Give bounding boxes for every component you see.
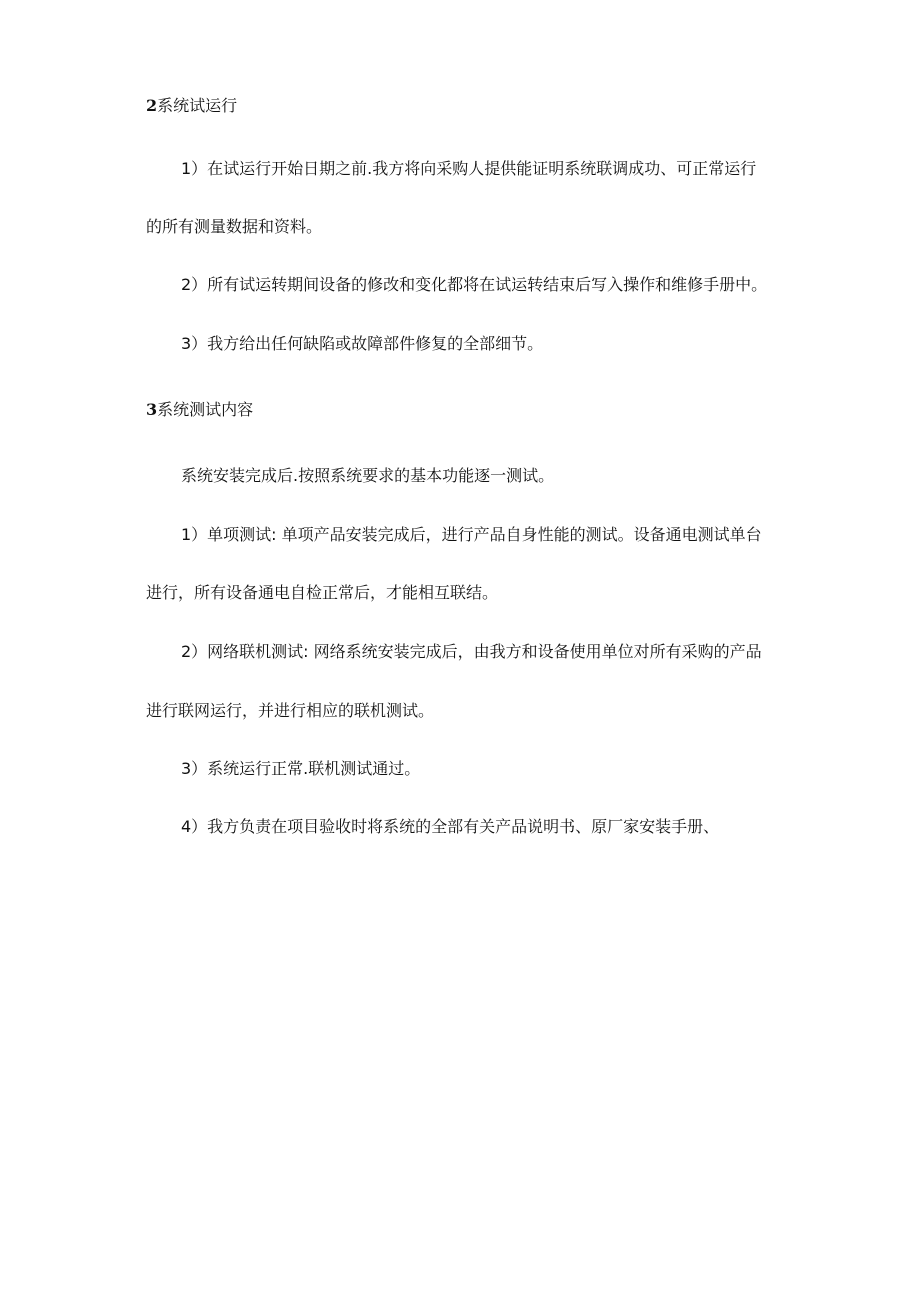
paragraph-line: 进行，所有设备通电自检正常后，才能相互联结。 [146, 583, 499, 602]
paragraph-line: 3）系统运行正常.联机测试通过。 [181, 759, 421, 778]
section-title: 系统试运行 [157, 96, 238, 115]
section-title: 系统测试内容 [157, 400, 254, 419]
paragraph-line: 的所有测量数据和资料。 [146, 217, 323, 236]
section-number: 3 [146, 400, 158, 419]
paragraph-line: 1）在试运行开始日期之前.我方将向采购人提供能证明系统联调成功、可正常运行 [181, 159, 757, 178]
paragraph-line: 2）网络联机测试: 网络系统安装完成后，由我方和设备使用单位对所有采购的产品 [181, 642, 762, 661]
paragraph-line: 进行联网运行，并进行相应的联机测试。 [146, 701, 435, 720]
section-heading [146, 399, 806, 421]
section-number: 2 [146, 96, 158, 115]
paragraph-line: 4）我方负责在项目验收时将系统的全部有关产品说明书、原厂家安装手册、 [181, 817, 720, 836]
paragraph-line: 1）单项测试: 单项产品安装完成后，进行产品自身性能的测试。设备通电测试单台 [181, 525, 762, 544]
section-heading [146, 95, 806, 117]
paragraph-line: 3）我方给出任何缺陷或故障部件修复的全部细节。 [181, 334, 544, 353]
paragraph-line: 2）所有试运转期间设备的修改和变化都将在试运转结束后写入操作和维修手册中。 [181, 275, 768, 294]
paragraph-line: 系统安装完成后.按照系统要求的基本功能逐一测试。 [181, 466, 555, 485]
